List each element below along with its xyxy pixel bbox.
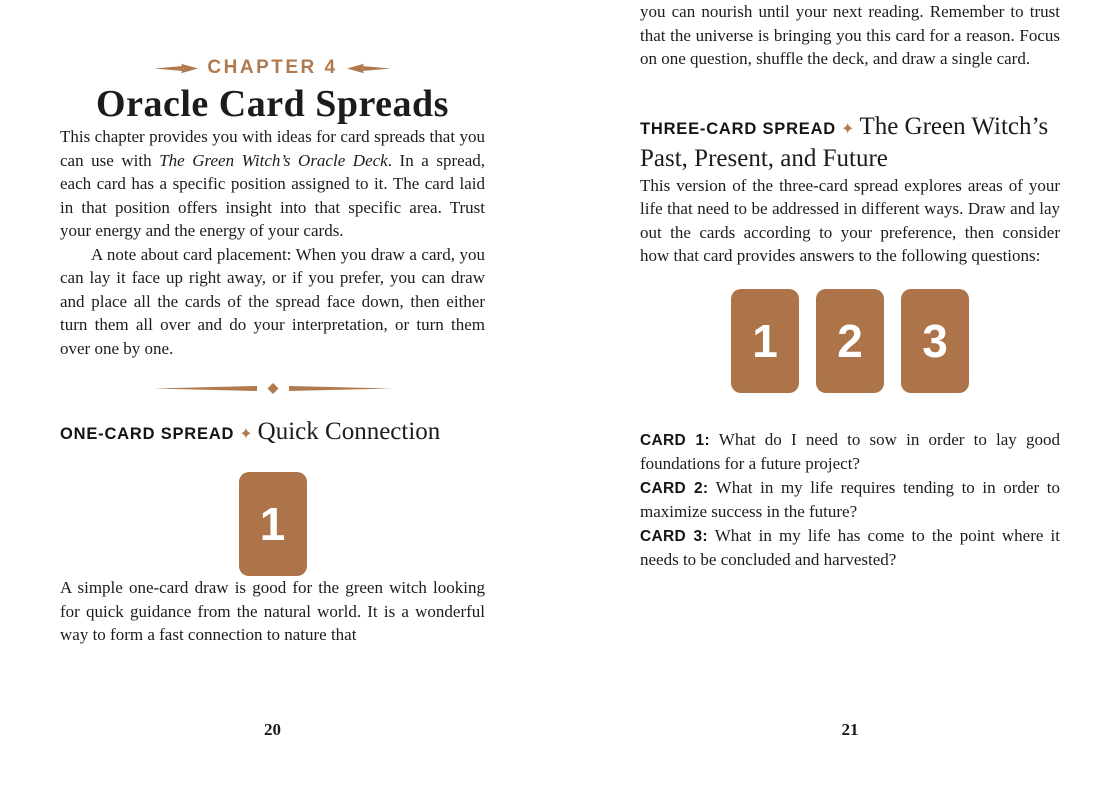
page-number-left: 20 — [264, 720, 281, 739]
card-position-number: 3 — [922, 314, 948, 367]
sparkle-star-icon: ✦ — [239, 426, 253, 443]
chapter-arrow-right-icon — [347, 63, 391, 74]
card-questions-list — [640, 428, 1060, 572]
oracle-card-position-3 — [901, 289, 969, 393]
page-number-right: 21 — [841, 720, 859, 739]
chapter-title: Oracle Card Spreads — [96, 83, 449, 125]
spread-name-label: ONE-CARD SPREAD — [60, 425, 235, 443]
spread-name-label: THREE-CARD SPREAD — [640, 119, 837, 138]
three-card-layout — [640, 289, 1060, 393]
paragraph-one-card-desc: A simple one-card draw is good for the green witch looking for quick guidance from the natural world. It is a wonderful way to form a fast connection to nature that — [60, 578, 485, 644]
paragraph-card-placement: A note about card placement: When you draw a card, you can lay it face up right away, or if you prefer, you can draw and place all the cards of the spread face down, then either turn them all over and do your interpretation, or turn them over one by one. — [60, 244, 485, 358]
book-title-italic: The Green Witch’s Oracle Deck — [159, 150, 388, 170]
paragraph-text: . In a spread, each card has a specific position assigned to it. The card laid in that position offers insight into that specific area. Trust your energy and the energy of your cards. — [60, 150, 486, 240]
card-position-number: 1 — [259, 498, 286, 550]
card-position-number: 1 — [752, 314, 778, 367]
card-question-label: CARD 3: — [640, 527, 708, 545]
paragraph-intro — [60, 125, 485, 243]
spread-title: The Green Witch’s Past, Present, and Future — [640, 112, 1049, 172]
card-question-label: CARD 2: — [640, 479, 709, 497]
divider-ornament-icon — [153, 382, 393, 395]
oracle-card-position-1 — [239, 472, 307, 576]
paragraph-continued: you can nourish until your next reading. Remember to trust that the universe is bringing you this card for a reason. Focus on one question, shuffle the deck, and draw a single card. — [640, 2, 1060, 68]
card-question-text: What do I need to sow in order to lay good foundations for a future project? — [640, 429, 1060, 473]
card-question-item — [640, 476, 1060, 524]
section-heading-one-card — [60, 417, 485, 449]
paragraph-three-card-desc: This version of the three-card spread explores areas of your life that need to be addressed in different ways. Draw and lay out the cards according to your preference, then consider how that card provides answers to the following questions: — [640, 175, 1060, 265]
oracle-card-position-2 — [816, 289, 884, 393]
card-question-text: What in my life requires tending to in order to maximize success in the future? — [640, 477, 1060, 521]
chapter-header — [60, 57, 485, 79]
card-question-label: CARD 1: — [640, 431, 710, 449]
section-divider — [153, 382, 393, 395]
sparkle-star-icon: ✦ — [841, 120, 855, 138]
chapter-arrow-left-icon — [154, 63, 198, 74]
oracle-card-position-1 — [731, 289, 799, 393]
section-heading-three-card — [640, 112, 1060, 174]
card-question-item — [640, 428, 1060, 476]
spread-title: Quick Connection — [257, 418, 441, 445]
paragraph-text: This chapter provides you with ideas for card spreads that you can use with — [60, 127, 485, 170]
card-position-number: 2 — [837, 314, 863, 367]
one-card-layout — [60, 472, 485, 576]
card-question-text: What in my life has come to the point where it needs to be concluded and harvested? — [640, 525, 1060, 569]
page-left — [60, 0, 485, 800]
chapter-label: CHAPTER 4 — [207, 57, 338, 78]
card-question-item — [640, 524, 1060, 572]
page-right — [640, 0, 1060, 800]
